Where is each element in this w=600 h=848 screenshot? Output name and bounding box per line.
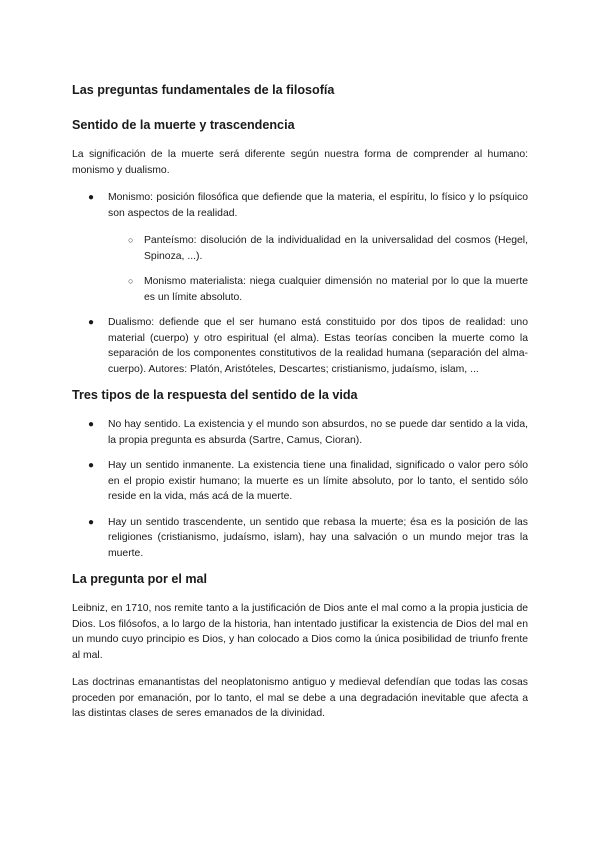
section-heading-muerte: Sentido de la muerte y trascendencia (72, 118, 295, 132)
bullet-dot-icon: ● (88, 192, 95, 203)
list-item-text: Hay un sentido inmanente. La existencia tiene una finalidad, significado o valor pero sólo en el propio existir humano; la muerte es un límite absoluto, por lo tanto, el sentido sólo reside en la vida, más acá de la muerte. (108, 460, 528, 502)
sub-list-item-monismo-materialista (108, 274, 528, 305)
bullet-dot-icon: ● (88, 419, 95, 430)
list-item-text: Dualismo: defiende que el ser humano está constituido por dos tipos de realidad: uno material (cuerpo) y otro espiritual (el alma). Estas teorías conciben la muerte como la separación de los componentes constitutivos de la realidad humana (separación del alma-cuerpo). Autores: Platón, Aristóteles, Descartes; cristianismo, judaísmo, islam, ... (108, 317, 528, 375)
sub-bullet-list (108, 233, 528, 305)
list-item-sentido-inmanente (72, 458, 528, 505)
section-heading-sentido-vida: Tres tipos de la respuesta del sentido de la vida (72, 388, 358, 402)
bullet-dot-icon: ● (88, 460, 95, 471)
sub-list-item-text: Panteísmo: disolución de la individualidad en la universalidad del cosmos (Hegel, Spinoza, ...). (144, 235, 528, 262)
bullet-list-sentido-vida (72, 417, 528, 561)
section-heading-mal: La pregunta por el mal (72, 572, 208, 586)
sub-list-item-text: Monismo materialista: niega cualquier dimensión no material por lo que la muerte es un límite absoluto. (144, 276, 528, 303)
sub-list-item-panteismo (108, 233, 528, 264)
bullet-circle-icon: ○ (128, 276, 134, 286)
list-item-text: Hay un sentido trascendente, un sentido que rebasa la muerte; ésa es la posición de las religiones (cristianismo, judaísmo, islam), hay una salvación o un mundo mejor tras la muerte. (108, 516, 528, 559)
list-item-text: No hay sentido. La existencia y el mundo son absurdos, no se puede dar sentido a la vida, la propia pregunta es absurda (Sartre, Camus, Cioran). (108, 419, 528, 446)
document-page (72, 82, 528, 734)
bullet-circle-icon: ○ (128, 235, 134, 245)
paragraph-emanantistas: Las doctrinas emanantistas del neoplatonismo antiguo y medieval defendían que todas las cosas proceden por emanación, por lo tanto, el mal se debe a una degradación inevitable que afecta a las distintas clases de seres emanados de la divinidad. (72, 677, 528, 719)
document-title: Las preguntas fundamentales de la filosofía (72, 83, 335, 97)
paragraph-leibniz: Leibniz, en 1710, nos remite tanto a la justificación de Dios ante el mal como a la propia justicia de Dios. Los filósofos, a lo largo de la historia, han intentado justificar la existencia de Dios del mal en un mundo cuyo principio es Dios, y han colocado a Dios como la única posibilidad de triunfo frente al mal. (72, 603, 528, 661)
list-item-no-sentido (72, 417, 528, 448)
list-item-monismo (72, 190, 528, 305)
list-item-text: Monismo: posición filosófica que defiende que la materia, el espíritu, lo físico y lo psíquico son aspectos de la realidad. (108, 192, 528, 219)
bullet-dot-icon: ● (88, 317, 95, 328)
bullet-list-monismo-dualismo (72, 190, 528, 377)
list-item-sentido-trascendente (72, 515, 528, 562)
section-intro-paragraph: La significación de la muerte será diferente según nuestra forma de comprender al humano: monismo y dualismo. (72, 149, 528, 176)
bullet-dot-icon: ● (88, 516, 95, 528)
list-item-dualismo (72, 315, 528, 377)
